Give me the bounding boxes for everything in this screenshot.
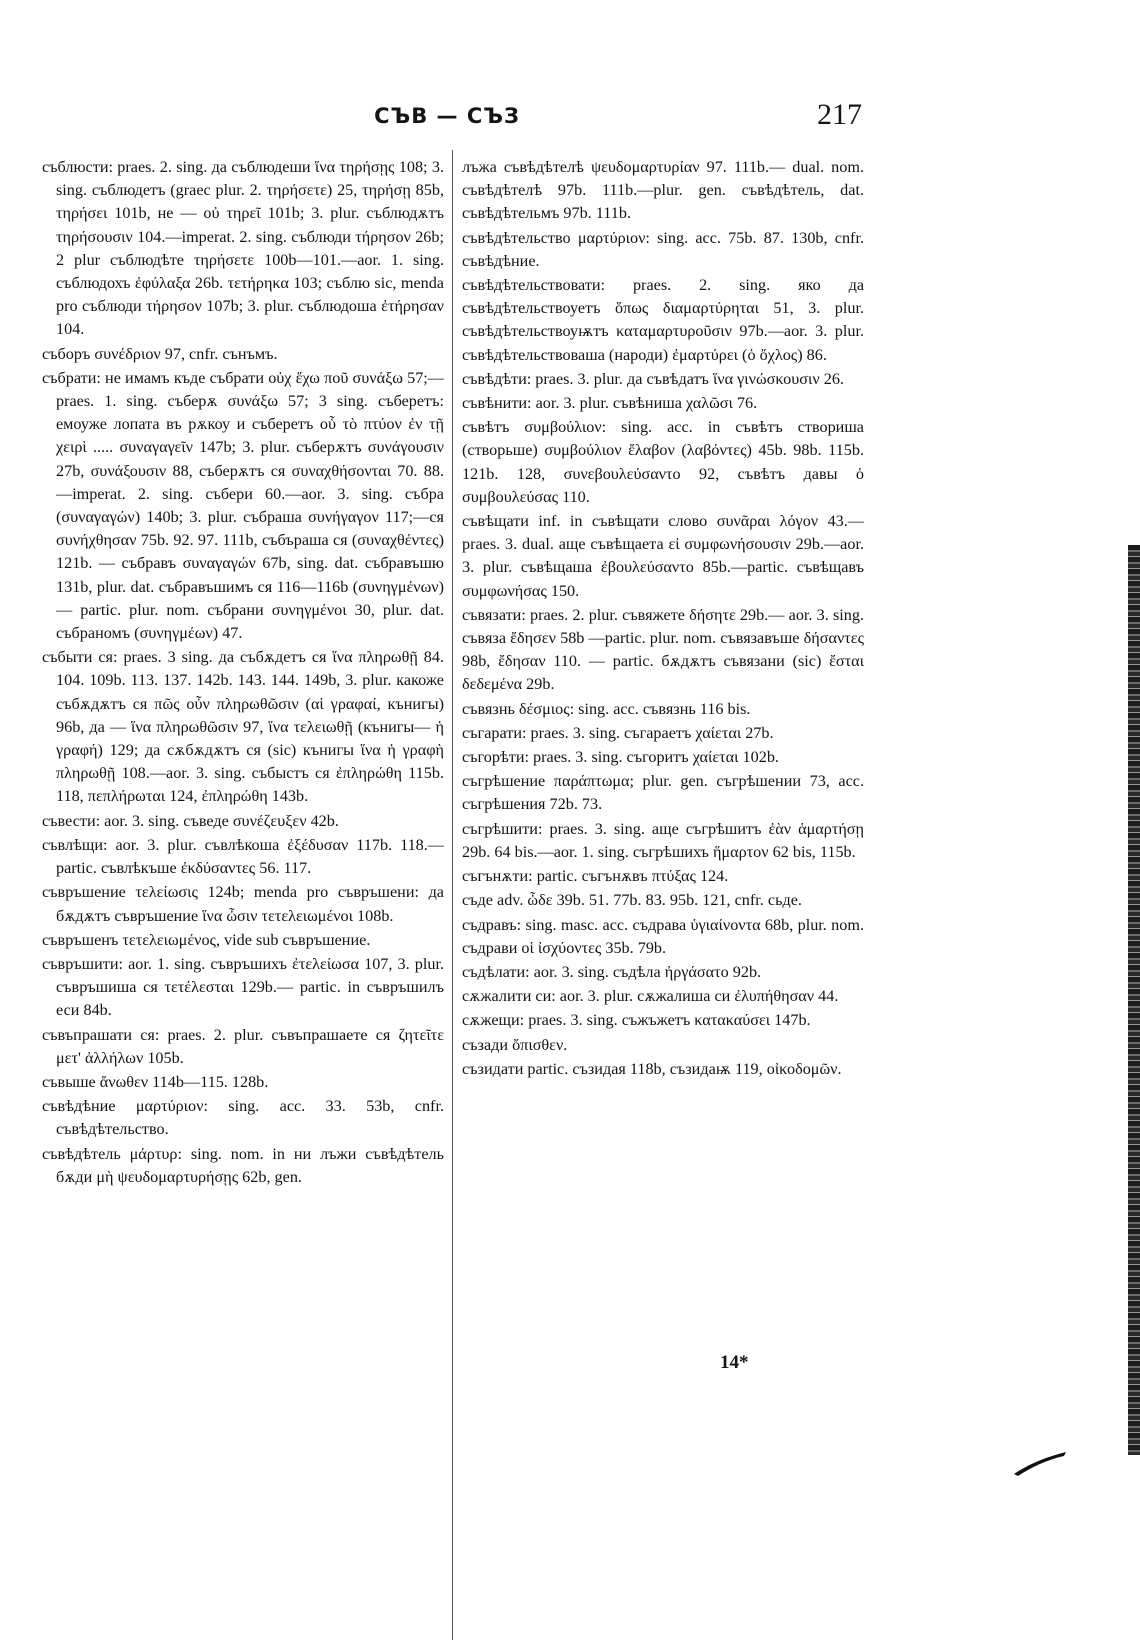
page-number: 217 [817, 98, 862, 131]
dictionary-entry: съгрѣшити: praes. 3. sing. аще съгрѣшитъ ἐὰν ἁμαρτήσῃ 29b. 64 bis.—aor. 1. sing. съгрѣшихъ ἥμαρτον 62 bis, 115b. [462, 819, 864, 861]
scan-smudge-mark [1012, 1448, 1068, 1478]
dictionary-entry: съгорѣти: praes. 3. sing. съгоритъ χαίεται 102b. [462, 748, 779, 767]
dictionary-entry: съдѣлати: aor. 3. sing. съдѣла ἠργάσατο 92b. [462, 962, 762, 981]
dictionary-entry: съборъ συνέδριον 97, cnfr. сънъмъ. [42, 344, 278, 363]
dictionary-entry: съвѣдѣтельство μαρτύριον: sing. acc. 75b. 87. 130b, cnfr. съвѣдѣние. [462, 228, 864, 270]
dictionary-entry: съвръшение τελείωσις 124b; menda pro съвръшени: да бѫдѫтъ съвръшение ἵνα ὦσιν τετελειωμένοι 108b. [42, 883, 444, 925]
dictionary-entry: съгънѫти: partic. съгънѫвъ πτύξας 124. [462, 867, 729, 886]
dictionary-entry: съвѣдѣтель μάρτυρ: sing. nom. in ни лъжи съвѣдѣтель бѫди μὴ ψευδομαρτυρήσῃς 62b, gen. [42, 1144, 444, 1186]
left-column [42, 156, 444, 1190]
scan-binding-edge [1128, 545, 1140, 1455]
right-column [462, 156, 864, 1082]
dictionary-entry: сѫжещи: praes. 3. sing. съжъжетъ κατακαύσει 147b. [462, 1011, 811, 1030]
dictionary-entry: съвръшити: aor. 1. sing. съвръшихъ ἐτελείωσα 107, 3. plur. съвръшиша ся τετέλεσται 129b.— partic. in съвръшилъ еси 84b. [42, 954, 444, 1020]
dictionary-entry: събыти ся: praes. 3 sing. да събѫдетъ ся ἵνα πληρωθῇ 84. 104. 109b. 113. 137. 142b. 143. 144. 149b, 3. plur. какоже събѫдѫтъ ся πῶς οὖν πληρωθῶσιν (αἱ γραφαί, кънигы) 96b, да — ἵνα πληρωθῶσιν 97, ἵνα τελειωθῇ (кънигы— ἡ γραφή) 129; да сѫбѫдѫтъ ся (sic) кънигы ἵνα ἡ γραφὴ πληρωθῇ 108.—aor. 3. sing. събыстъ ся ἐπληρώθη 115b. 118, πεπλήρωται 124, ἐπληρώθη 143b. [42, 648, 444, 806]
dictionary-entry: съгарати: praes. 3. sing. съгараетъ χαίεται 27b. [462, 723, 774, 742]
dictionary-entry: събрати: не имамъ къде събрати οὐχ ἔχω ποῦ συνάξω 57;—praes. 1. sing. съберѫ συνάξω 57; 3 sing. съберетъ: емоуже лопата въ рѫкоу и съберетъ οὗ τὸ πτύον ἐν τῇ χειρὶ ..... συναγαγεῖν 147b; 3. plur. съберѫтъ συνάγουσιν 27b, συνάξουσιν 88, съберѫтъ ся συναχθήσονται 70. 88.—imperat. 2. sing. събери 60.—aor. 3. sing. събра (συναγαγών) 140b; 3. plur. събраша συνήγαγον 117;—ся συνήχθησαν 75b. 92. 97. 111b, събъраша ся (συναχθέντες) 121b. — събравъ συναγαγών 67b, sing. dat. събравъшю 131b, plur. dat. събравъшимъ ся 116—116b (συνηγμένων) — partic. plur. nom. събрани συνηγμένοι 30, plur. dat. събраномъ (συνηγμέων) 47. [42, 368, 444, 643]
dictionary-entry: съвъпрашати ся: praes. 2. plur. съвъпрашаете ся ζητεῖτε μετ' ἀλλήλων 105b. [42, 1025, 444, 1067]
dictionary-entry: съблюсти: praes. 2. sing. да съблюдеши ἵνα τηρήσῃς 108; 3. sing. съблюдетъ (graec plur. 2. τηρήσετε) 25, τηρήσῃ 85b, τηρήσει 101b, не — οὐ τηρεῖ 101b; 3. plur. съблюдѫтъ τηρήσουσιν 104.—imperat. 2. sing. съблюди τήρησον 26b; 2 plur съблюдѣте τηρήσετε 100b—101.—aor. 1. sing. съблюдохъ ἐφύλαξα 26b. τετήρηκα 103; съблю sic, menda pro съблюди τήρησον 107b; 3. plur. съблюдоша ἐτήρησαν 104. [42, 158, 444, 339]
dictionary-entry: съвязати: praes. 2. plur. съвяжете δήσητε 29b.— aor. 3. sing. съвяза ἔδησεν 58b —partic. plur. nom. съвязавъше δήσαντες 98b, ἔδησαν 110. — partic. бѫдѫтъ съвязани (sic) ἔσται δεδεμένα 29b. [462, 605, 864, 694]
dictionary-entry: съвръшенъ τετελειωμένος, vide sub съвръшение. [42, 930, 371, 949]
running-head: СЪВ — СЪЗ [374, 104, 520, 128]
dictionary-entry: съвѣнити: aor. 3. plur. съвѣниша χαλῶσι 76. [462, 394, 758, 413]
column-divider [452, 150, 453, 1640]
dictionary-entry: съвѣдѣти: praes. 3. plur. да съвѣдатъ ἵνα γινώσκουσιν 26. [462, 369, 844, 388]
dictionary-entry: съвѣщати inf. in съвѣщати слово συνᾶραι λόγον 43.—praes. 3. dual. аще съвѣщаета εἰ συμφωνήσουσιν 29b.—aor. 3. plur. съвѣщаша ἐβουλεύσαντο 85b.—partic. съвѣщавъ συμφωνήσας 150. [462, 512, 864, 600]
dictionary-entry: съзади ὄπισθεν. [462, 1035, 568, 1054]
dictionary-entry: съвязнь δέσμιος: sing. acc. съвязнь 116 bis. [462, 699, 751, 718]
dictionary-entry: съвести: aor. 3. sing. съведе συνέζευξεν 42b. [42, 811, 339, 830]
dictionary-entry: съде adv. ὧδε 39b. 51. 77b. 83. 95b. 121, cnfr. сьде. [462, 891, 802, 910]
dictionary-entry: съвѣтъ συμβούλιον: sing. acc. in съвѣтъ створиша (створьше) συμβούλιον ἔλαβον (λαβόντες) 45b. 98b. 115b. 121b. 128, συνεβουλεύσαντο 92, съвѣтъ давы ὁ συμβουλεύσας 110. [462, 418, 864, 506]
dictionary-entry: лъжа съвѣдѣтелѣ ψευδομαρτυρίαν 97. 111b.— dual. nom. съвѣдѣтелѣ 97b. 111b.—plur. gen. съвѣдѣтель, dat. съвѣдѣтельмъ 97b. 111b. [462, 158, 864, 223]
dictionary-entry: съдравъ: sing. masc. acc. съдрава ὑγιαίνοντα 68b, plur. nom. съдрави οἱ ἰσχύοντες 35b. 79b. [462, 915, 864, 957]
dictionary-entry: съвѣдѣние μαρτύριον: sing. acc. 33. 53b, cnfr. съвѣдѣтельство. [42, 1097, 444, 1139]
page-header [32, 98, 862, 140]
dictionary-entry: съвыше ἄνωθεν 114b—115. 128b. [42, 1072, 269, 1091]
dictionary-entry: съзидати partic. съзидая 118b, съзидаѭ 119, οἰκοδομῶν. [462, 1059, 842, 1078]
dictionary-entry: съвѣдѣтельствовати: praes. 2. sing. яко да съвѣдѣтельствоуетъ ὅπως διαμαρτύρηται 51, 3. plur. съвѣдѣтельствоуѭтъ καταμαρτυροῦσιν 97b.—aor. 3. plur. съвѣдѣтельствоваша (народи) ἐμαρτύρει (ὁ ὄχλος) 86. [462, 276, 864, 364]
signature-mark: 14* [720, 1352, 749, 1373]
dictionary-entry: съгрѣшение παράπτωμα; plur. gen. съгрѣшении 73, acc. съгрѣшения 72b. 73. [462, 772, 864, 814]
dictionary-entry: съвлѣщи: aor. 3. plur. съвлѣкоша ἐξέδυσαν 117b. 118.—partic. съвлѣкъше ἐκδύσαντες 56. 117. [42, 835, 444, 878]
dictionary-entry: сѫжалити си: aor. 3. plur. сѫжалиша си ἐλυπήθησαν 44. [462, 987, 839, 1006]
